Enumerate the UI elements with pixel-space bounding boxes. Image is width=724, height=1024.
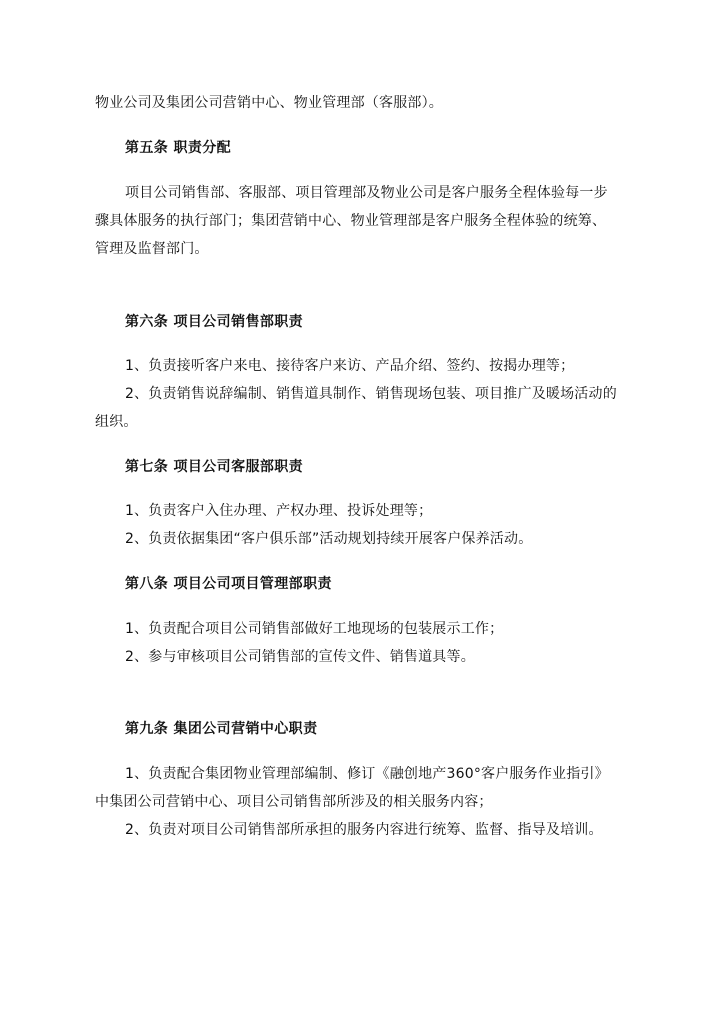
intro-line: 物业公司及集团公司营销中心、物业管理部（客服部）。: [95, 95, 443, 111]
article-6-item-2-cont: 组织。: [95, 414, 138, 430]
article-6-item-1: 1、负责接听客户来电、接待客户来访、产品介绍、签约、按揭办理等；: [125, 358, 575, 374]
article-8-item-1: 1、负责配合项目公司销售部做好工地现场的包装展示工作；: [125, 621, 504, 637]
article-6-item-2: 2、负责销售说辞编制、销售道具制作、销售现场包装、项目推广及暖场活动的: [125, 386, 617, 402]
article-9-item-1-cont: 中集团公司营销中心、项目公司销售部所涉及的相关服务内容；: [95, 794, 493, 810]
article-5-line-2: 骤具体服务的执行部门；集团营销中心、物业管理部是客户服务全程体验的统筹、: [95, 213, 607, 229]
article-5-line-3: 管理及监督部门。: [95, 241, 209, 257]
article-6-heading: 第六条 项目公司销售部职责: [125, 314, 304, 330]
article-8-heading: 第八条 项目公司项目管理部职责: [125, 576, 332, 592]
article-7-heading: 第七条 项目公司客服部职责: [125, 459, 304, 475]
article-8-item-2: 2、参与审核项目公司销售部的宣传文件、销售道具等。: [125, 649, 475, 665]
article-9-heading: 第九条 集团公司营销中心职责: [125, 721, 318, 737]
article-7-item-1: 1、负责客户入住办理、产权办理、投诉处理等；: [125, 503, 433, 519]
article-9-item-2: 2、负责对项目公司销售部所承担的服务内容进行统筹、监督、指导及培训。: [125, 822, 603, 838]
article-9-item-1: 1、负责配合集团物业管理部编制、修订《融创地产360°客户服务作业指引》: [125, 766, 609, 782]
article-5-heading: 第五条 职责分配: [125, 140, 232, 156]
article-7-item-2: 2、负责依据集团“客户俱乐部”活动规划持续开展客户保养活动。: [125, 531, 533, 547]
article-5-line-1: 项目公司销售部、客服部、项目管理部及物业公司是客户服务全程体验每一步: [125, 185, 608, 201]
